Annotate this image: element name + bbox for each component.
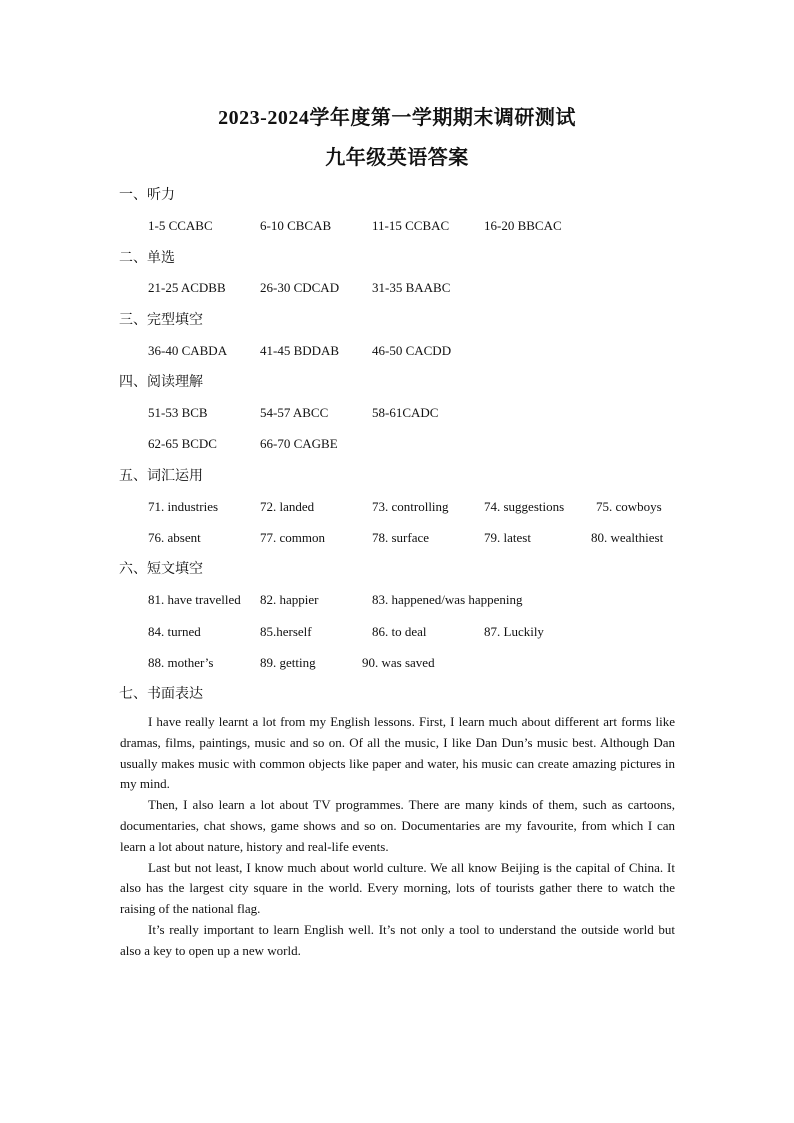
single-choice-answers-row bbox=[0, 279, 794, 297]
listening-answers-row bbox=[0, 217, 794, 235]
answer-item: 75. cowboys bbox=[596, 499, 662, 514]
passage-fill-answers-row bbox=[0, 623, 794, 641]
section-heading-vocabulary: 五、词汇运用 bbox=[119, 468, 203, 484]
answer-item: 51-53 BCB bbox=[148, 405, 208, 420]
answer-item: 80. wealthiest bbox=[591, 530, 664, 545]
section-heading-passage-fill: 六、短文填空 bbox=[119, 561, 203, 577]
answer-item: 72. landed bbox=[260, 499, 315, 514]
answer-item: 76. absent bbox=[148, 530, 201, 545]
answer-item: 62-65 BCDC bbox=[148, 436, 217, 451]
essay-paragraph: Last but not least, I know much about world culture. We all know Beijing is the capital of China. It also has the largest city square in the world. Every morning, lots of tourists gather there to watch the raising of the national flag. bbox=[120, 859, 675, 917]
model-essay bbox=[120, 712, 675, 962]
section-heading-writing: 七、书面表达 bbox=[119, 686, 203, 702]
answer-item: 89. getting bbox=[260, 655, 316, 670]
answer-item: 46-50 CACDD bbox=[372, 343, 452, 358]
essay-paragraph: Then, I also learn a lot about TV programmes. There are many kinds of them, such as cartoons, documentaries, chat shows, game shows and so on. Documentaries are my favourite, from which I can learn a lot about nature, history and real-life events. bbox=[120, 797, 675, 854]
answer-item: 31-35 BAABC bbox=[372, 280, 451, 295]
answer-item: 88. mother’s bbox=[148, 655, 214, 670]
answer-item: 66-70 CAGBE bbox=[260, 436, 338, 451]
answer-item: 11-15 CCBAC bbox=[372, 218, 450, 233]
page-title: 2023-2024学年度第一学期期末调研测试 bbox=[218, 107, 576, 129]
answer-item: 36-40 CABDA bbox=[148, 343, 228, 358]
section-heading-reading: 四、阅读理解 bbox=[119, 374, 203, 390]
answer-item: 85.herself bbox=[260, 624, 312, 639]
answer-item: 78. surface bbox=[372, 530, 430, 545]
answer-item: 21-25 ACDBB bbox=[148, 280, 226, 295]
answer-item: 73. controlling bbox=[372, 499, 449, 514]
passage-fill-answers-row bbox=[0, 654, 794, 672]
answer-item: 84. turned bbox=[148, 624, 201, 639]
section-heading-cloze: 三、完型填空 bbox=[119, 312, 203, 328]
answer-item: 41-45 BDDAB bbox=[260, 343, 340, 358]
section-heading-single-choice: 二、单选 bbox=[119, 250, 175, 266]
answer-item: 58-61CADC bbox=[372, 405, 439, 420]
cloze-answers-row bbox=[0, 342, 794, 360]
answer-item: 82. happier bbox=[260, 592, 319, 607]
answer-item: 87. Luckily bbox=[484, 624, 544, 639]
passage-fill-answers-row bbox=[0, 591, 794, 609]
reading-answers-row bbox=[0, 435, 794, 453]
answer-item: 86. to deal bbox=[372, 624, 427, 639]
answer-item: 90. was saved bbox=[362, 655, 435, 670]
answer-item: 77. common bbox=[260, 530, 325, 545]
answer-item: 79. latest bbox=[484, 530, 531, 545]
answer-item: 81. have travelled bbox=[148, 592, 241, 607]
answer-item: 54-57 ABCC bbox=[260, 405, 329, 420]
answer-item: 26-30 CDCAD bbox=[260, 280, 340, 295]
page-subtitle: 九年级英语答案 bbox=[325, 147, 469, 169]
essay-paragraph: It’s really important to learn English well. It’s not only a tool to understand the outside world but also a key to open up a new world. bbox=[120, 921, 675, 958]
answer-item: 83. happened/was happening bbox=[372, 592, 523, 607]
reading-answers-row bbox=[0, 404, 794, 422]
section-heading-listening: 一、听力 bbox=[119, 187, 175, 203]
vocabulary-answers-row bbox=[0, 529, 794, 547]
answer-item: 71. industries bbox=[148, 499, 219, 514]
vocabulary-answers-row bbox=[0, 498, 794, 516]
answer-item: 16-20 BBCAC bbox=[484, 218, 562, 233]
answer-item: 74. suggestions bbox=[484, 499, 565, 514]
essay-paragraph: I have really learnt a lot from my English lessons. First, I learn much about different art forms like dramas, films, paintings, music and so on. Of all the music, I like Dan Dun’s music best. Although Dan usually makes music with common objects like paper and water, his music can create amazing pictures in my mind. bbox=[120, 714, 675, 792]
answer-item: 6-10 CBCAB bbox=[260, 218, 332, 233]
answer-item: 1-5 CCABC bbox=[148, 218, 213, 233]
